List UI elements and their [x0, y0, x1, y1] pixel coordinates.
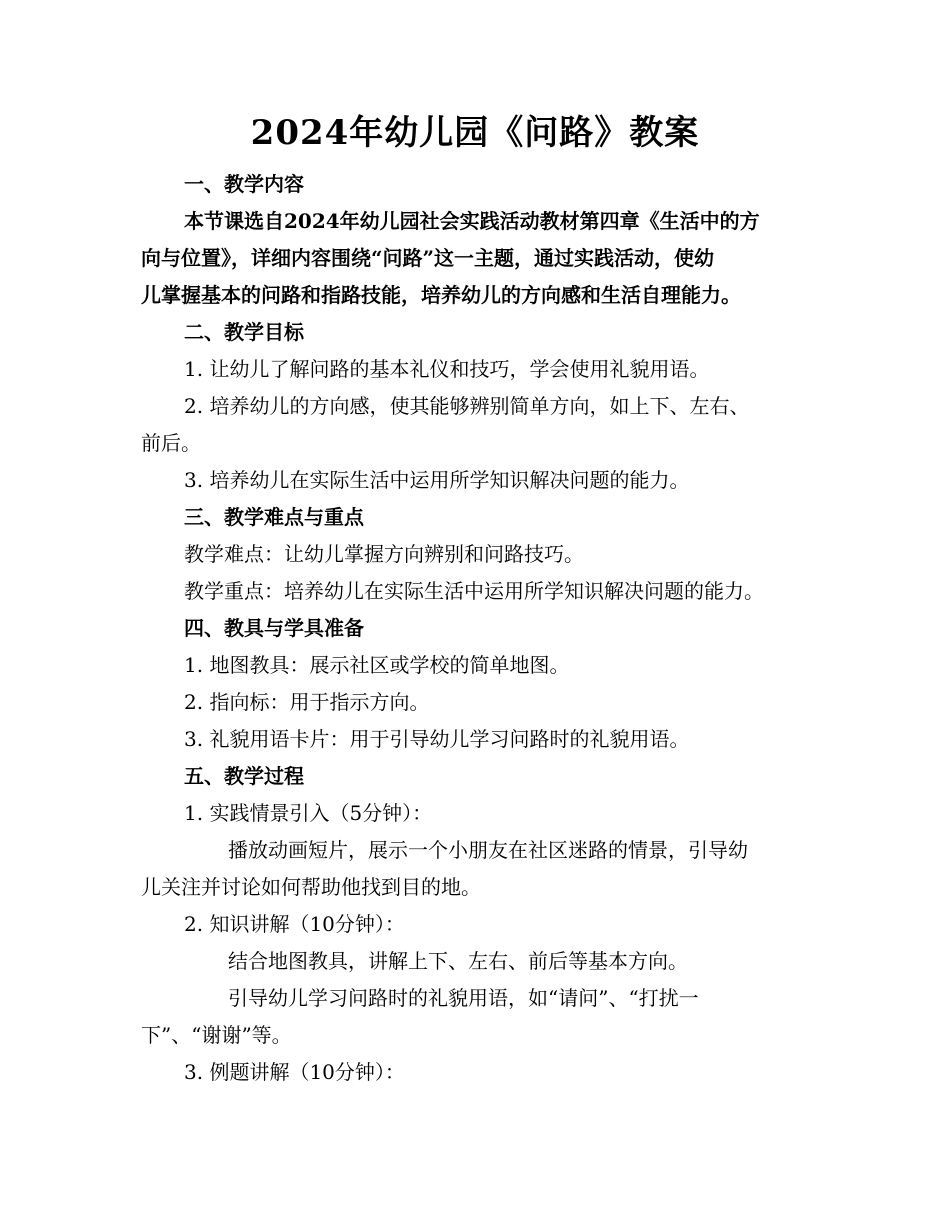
section-1-line-3: 儿掌握基本的问路和指路技能，培养幼儿的方向感和生活自理能力。 — [141, 283, 741, 307]
objective-item-2: 2. 培养幼儿的方向感，使其能够辨别简单方向，如上下、左右、 — [184, 394, 750, 418]
section-heading-5: 五、教学过程 — [184, 764, 304, 788]
process-step-2-line-1: 结合地图教具，讲解上下、左右、前后等基本方向。 — [228, 949, 688, 973]
objective-item-3: 3. 培养幼儿在实际生活中运用所学知识解决问题的能力。 — [184, 468, 690, 492]
process-step-2-line-3: 下”、“谢谢”等。 — [141, 1023, 292, 1047]
section-heading-3: 三、教学难点与重点 — [184, 505, 364, 529]
objective-item-1: 1. 让幼儿了解问路的基本礼仪和技巧，学会使用礼貌用语。 — [184, 357, 710, 381]
difficulty-text: 教学难点：让幼儿掌握方向辨别和问路技巧。 — [184, 542, 584, 566]
process-step-2: 2. 知识讲解（10分钟）： — [184, 912, 405, 936]
material-item-2: 2. 指向标：用于指示方向。 — [184, 690, 430, 714]
material-item-3: 3. 礼貌用语卡片：用于引导幼儿学习问路时的礼貌用语。 — [184, 727, 690, 751]
process-step-1: 1. 实践情景引入（5分钟）： — [184, 801, 433, 825]
page-title: 2024年幼儿园《问路》教案 — [250, 113, 700, 153]
section-heading-4: 四、教具与学具准备 — [184, 616, 364, 640]
section-1-line-2: 向与位置》，详细内容围绕“问路”这一主题，通过实践活动，使幼 — [141, 246, 715, 270]
section-heading-1: 一、教学内容 — [184, 172, 304, 196]
process-step-1-line-2: 儿关注并讨论如何帮助他找到目的地。 — [141, 875, 481, 899]
objective-item-2-cont: 前后。 — [141, 431, 201, 455]
process-step-1-line-1: 播放动画短片，展示一个小朋友在社区迷路的情景，引导幼 — [228, 838, 748, 862]
material-item-1: 1. 地图教具：展示社区或学校的简单地图。 — [184, 653, 570, 677]
process-step-2-line-2: 引导幼儿学习问路时的礼貌用语，如“请问”、“打扰一 — [228, 986, 699, 1010]
process-step-3: 3. 例题讲解（10分钟）： — [184, 1060, 405, 1084]
section-heading-2: 二、教学目标 — [184, 320, 304, 344]
key-point-text: 教学重点：培养幼儿在实际生活中运用所学知识解决问题的能力。 — [184, 579, 764, 603]
section-1-line-1: 本节课选自2024年幼儿园社会实践活动教材第四章《生活中的方 — [184, 209, 760, 233]
